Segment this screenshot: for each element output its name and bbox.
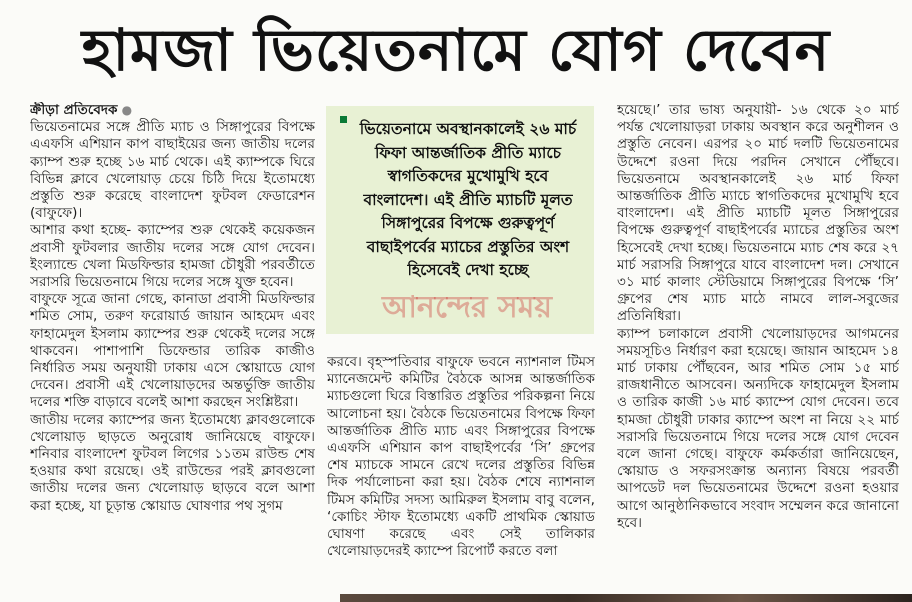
paragraph: ক্যাম্প চলাকালে প্রবাসী খেলোয়াড়দের আগমনের সময়সূচিও নির্ধারণ করা হয়েছে। জায়ান আহমেদ ১৪ মার্চ ঢাকায় পৌঁছবেন, আর শমিত সোম ১৫ মার্চ রাজধানীতে আসবেন। অন্যদিকে ফাহামেদুল ইসলাম ও তারিক কাজী ১৬ মার্চ ক্যাম্পে যোগ দেবেন। তবে হামজা চৌধুরী ঢাকার ক্যাম্পে অংশ না নিয়ে ২২ মার্চ সরাসরি ভিয়েতনামে গিয়ে দলের সঙ্গে যোগ দেবেন বলে জানা গেছে। বাফুফে কর্মকর্তারা জানিয়েছেন, স্কোয়াড ও সফরসংক্রান্ত অন্যান্য বিষয়ে পরবর্তী আপডেট দল ভিয়েতনামের উদ্দেশে রওনা হওয়ার আগে আনুষ্ঠানিকভাবে সংবাদ সম্মেলন করে জানানো হবে। bbox=[617, 325, 899, 531]
paragraph: করবে। বৃহস্পতিবার বাফুফে ভবনে ন্যাশনাল টিমস ম্যানেজমেন্ট কমিটির বৈঠকে আসন্ন আন্তর্জাতিক ম্যাচগুলো ঘিরে বিস্তারিত প্রস্তুতির পরিকল্পনা নিয়ে আলোচনা হয়। বৈঠকে ভিয়েতনামের বিপক্ষে ফিফা আন্তর্জাতিক প্রীতি ম্যাচ এবং সিঙ্গাপুরের বিপক্ষে এএফসি এশিয়ান কাপ বাছাইপর্বের ‘সি’ গ্রুপের শেষ ম্যাচকে সামনে রেখে দলের প্রস্তুতির বিভিন্ন দিক পর্যালোচনা করা হয়। বৈঠক শেষে ন্যাশনাল টিমস কমিটির সদস্য আমিরুল ইসলাম বাবু বলেন, ‘কোচিং স্টাফ ইতোমধ্যে একটি প্রাথমিক স্কোয়াড ঘোষণা করেছে এবং সেই তালিকার খেলোয়াড়দেরই ক্যাম্পে রিপোর্ট করতে বলা bbox=[327, 354, 595, 560]
byline: ক্রীড়া প্রতিবেদক bbox=[30, 102, 118, 118]
publisher-watermark: আনন্দের সময় bbox=[381, 290, 553, 325]
photo-strip bbox=[340, 594, 912, 602]
paragraph: ভিয়েতনামের সঙ্গে প্রীতি ম্যাচ ও সিঙ্গাপুরের বিপক্ষে এএফসি এশিয়ান কাপ বাছাইয়ের জন্য জাতীয় দলের ক্যাম্প শুরু হচ্ছে ১৬ মার্চ থেকে। এই ক্যাম্পকে ঘিরে বিভিন্ন ক্লাবে খেলোয়াড় চেয়ে চিঠি দিয়ে ইতোমধ্যে প্রস্তুতি শুরু করেছে বাংলাদেশ ফুটবল ফেডারেশন (বাফুফে)। bbox=[30, 119, 315, 222]
paragraph: আশার কথা হচ্ছে- ক্যাম্পের শুরু থেকেই কয়েকজন প্রবাসী ফুটবলার জাতীয় দলের সঙ্গে যোগ দেবেন। ইংল্যান্ডে খেলা মিডফিল্ডার হামজা চৌধুরী পরবর্তীতে সরাসরি ভিয়েতনামে গিয়ে দলের সঙ্গে যুক্ত হবেন। bbox=[30, 222, 315, 291]
column-2 bbox=[327, 354, 595, 594]
headline: হামজা ভিয়েতনামে যোগ দেবেন bbox=[81, 16, 831, 84]
byline-line bbox=[30, 102, 315, 119]
column-1 bbox=[30, 102, 315, 594]
paragraph: হয়েছে।’ তার ভাষ্য অনুযায়ী- ১৬ থেকে ২০ মার্চ পর্যন্ত খেলোয়াড়রা ঢাকায় অবস্থান করে অনুশীলন ও প্রস্তুতি নেবেন। এরপর ২০ মার্চ দলটি ভিয়েতনামের উদ্দেশে রওনা দিয়ে পরদিন সেখানে পৌঁছবে। ভিয়েতনামে অবস্থানকালেই ২৬ মার্চ ফিফা আন্তর্জাতিক প্রীতি ম্যাচে স্বাগতিকদের মুখোমুখি হবে বাংলাদেশ। এই প্রীতি ম্যাচটি মূলত সিঙ্গাপুরের বিপক্ষে গুরুত্বপূর্ণ বাছাইপর্বের ম্যাচের প্রস্তুতির অংশ হিসেবেই দেখা হচ্ছে। ভিয়েতনামে ম্যাচ শেষ করে ২৭ মার্চ সরাসরি সিঙ্গাপুরে যাবে বাংলাদেশ দল। সেখানে ৩১ মার্চ কালাং স্টেডিয়ামে সিঙ্গাপুরের বিপক্ষে ‘সি’ গ্রুপের শেষ ম্যাচ মাঠে নামবে লাল-সবুজের প্রতিনিধিরা। bbox=[617, 102, 899, 325]
paragraph: বাফুফে সূত্রে জানা গেছে, কানাডা প্রবাসী মিডফিল্ডার শমিত সোম, তরুণ ফরোয়ার্ড জায়ান আহমেদ এবং ফাহামেদুল ইসলাম ক্যাম্পের শুরু থেকেই দলের সঙ্গে থাকবেন। পাশাপাশি ডিফেন্ডার তারিক কাজীও নির্ধারিত সময় অনুযায়ী ঢাকায় এসে স্কোয়াডে যোগ দেবেন। প্রবাসী এই খেলোয়াড়দের অন্তর্ভুক্তি জাতীয় দলের শক্তি বাড়াবে বলেই আশা করছেন সংশ্লিষ্টরা। bbox=[30, 291, 315, 411]
bullet-icon: ● bbox=[121, 103, 133, 117]
paragraph: জাতীয় দলের ক্যাম্পের জন্য ইতোমধ্যে ক্লাবগুলোকে খেলোয়াড় ছাড়তে অনুরোধ জানিয়েছে বাফুফে। শনিবার বাংলাদেশ ফুটবল লিগের ১১তম রাউন্ড শেষ হওয়ার কথা রয়েছে। ওই রাউন্ডের পরই ক্লাবগুলো জাতীয় দলের জন্য খেলোয়াড় ছাড়বে বলে আশা করা হচ্ছে, যা চূড়ান্ত স্কোয়াড ঘোষণার পথ সুগম bbox=[30, 411, 315, 514]
pull-quote bbox=[326, 106, 594, 334]
pull-quote-text: ভিয়েতনামে অবস্থানকালেই ২৬ মার্চ ফিফা আন্তর্জাতিক প্রীতি ম্যাচে স্বাগতিকদের মুখোমুখি হবে বাংলাদেশ। এই প্রীতি ম্যাচটি মূলত সিঙ্গাপুরের বিপক্ষে গুরুত্বপূর্ণ বাছাইপর্বের ম্যাচের প্রস্তুতির অংশ হিসেবেই দেখা হচ্ছে bbox=[359, 120, 577, 279]
column-3 bbox=[617, 102, 899, 594]
